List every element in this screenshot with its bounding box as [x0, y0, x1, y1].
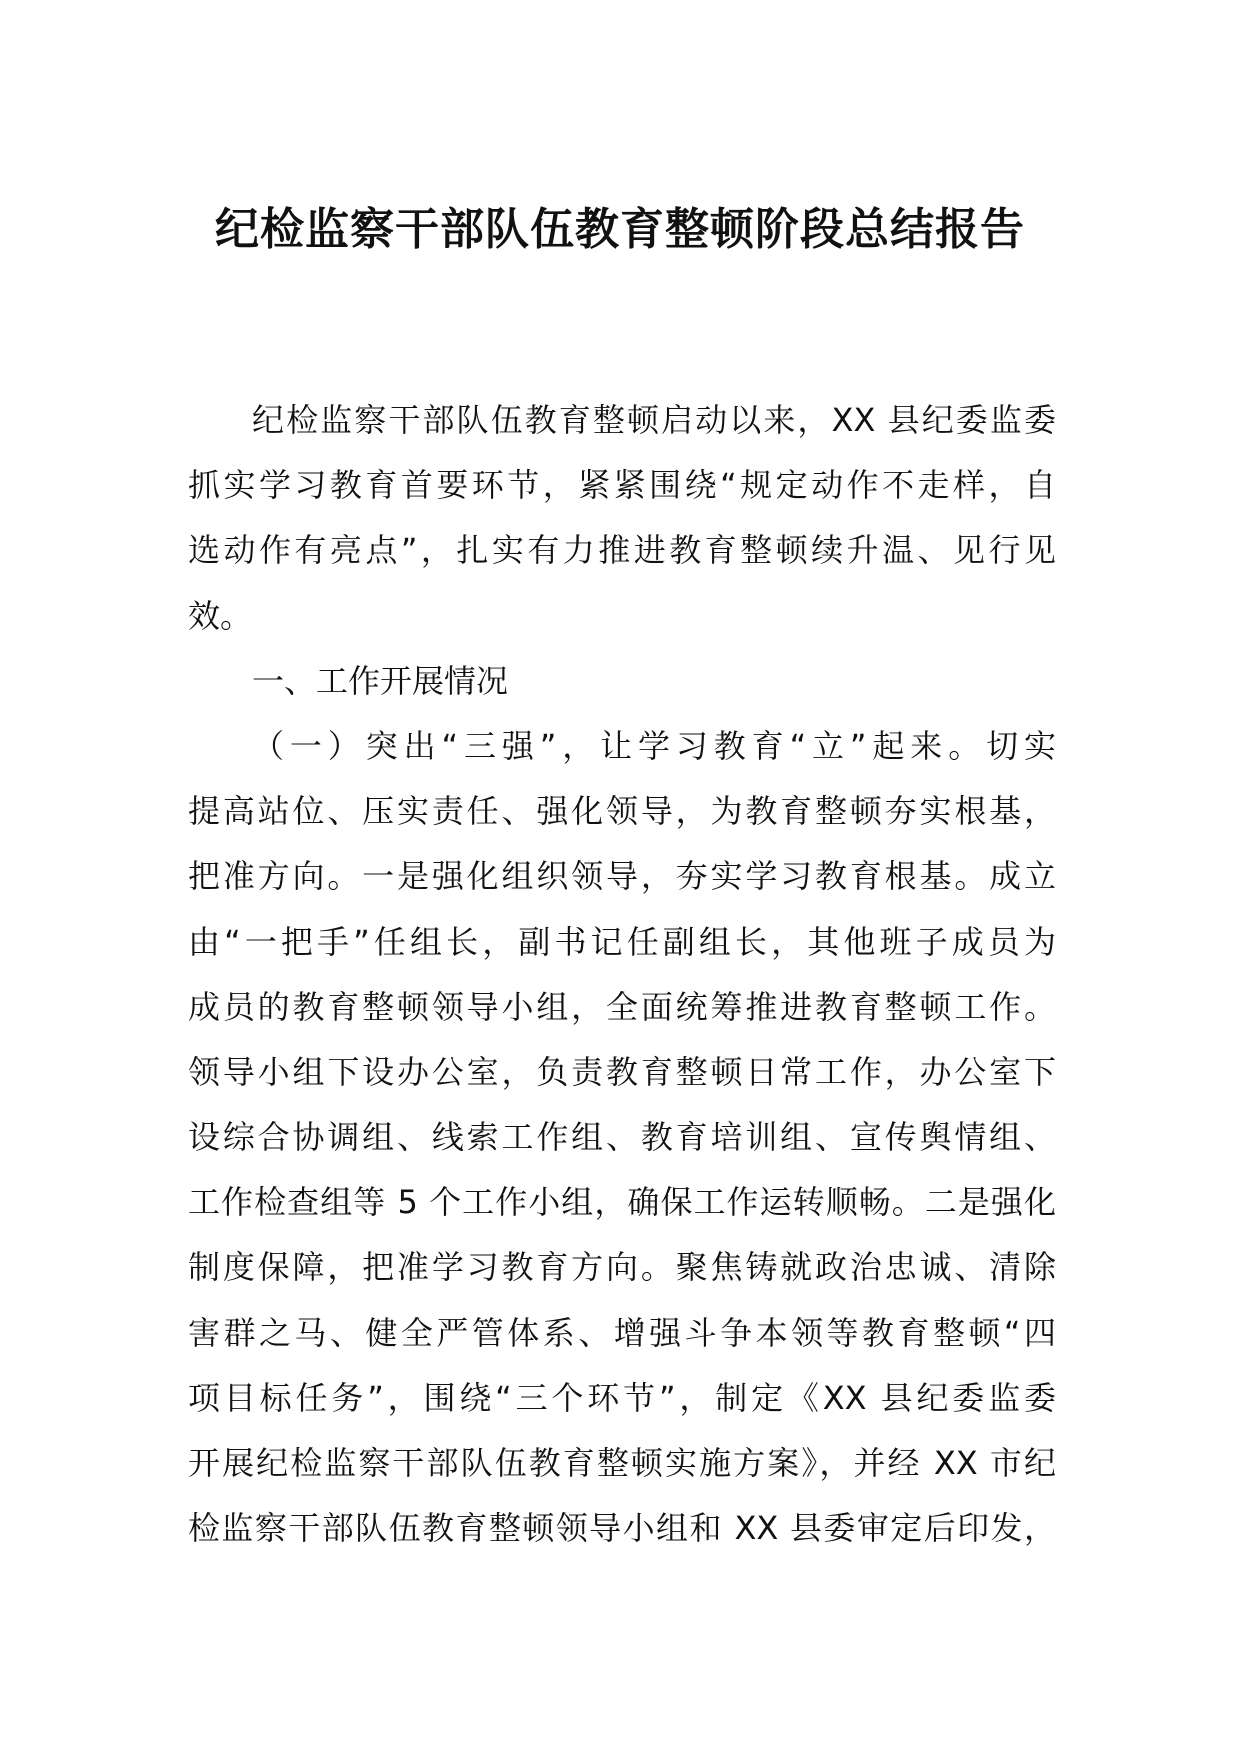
paragraph-line: 害群之马、健全严管体系、增强斗争本领等教育整顿“四: [188, 1313, 1056, 1352]
paragraph-line: 由“一把手”任组长，副书记任副组长，其他班子成员为: [188, 922, 1056, 961]
section-heading: 一、工作开展情况: [252, 661, 509, 700]
document-title: 纪检监察干部队伍教育整顿阶段总结报告: [215, 204, 1025, 255]
paragraph-line: 领导小组下设办公室，负责教育整顿日常工作，办公室下: [188, 1052, 1056, 1091]
paragraph-line: 成员的教育整顿领导小组，全面统筹推进教育整顿工作。: [188, 987, 1056, 1026]
paragraph-line: 把准方向。一是强化组织领导，夯实学习教育根基。成立: [188, 857, 1056, 896]
paragraph-line: 项目标任务”，围绕“三个环节”，制定《XX 县纪委监委: [188, 1378, 1056, 1417]
paragraph-line: 制度保障，把准学习教育方向。聚焦铸就政治忠诚、清除: [188, 1248, 1056, 1287]
paragraph-line: 设综合协调组、线索工作组、教育培训组、宣传舆情组、: [188, 1118, 1056, 1157]
paragraph-line: 检监察干部队伍教育整顿领导小组和 XX 县委审定后印发，: [188, 1509, 1056, 1548]
paragraph-line: 提高站位、压实责任、强化领导，为教育整顿夯实根基，: [188, 792, 1056, 831]
paragraph-line: 抓实学习教育首要环节，紧紧围绕“规定动作不走样，自: [188, 466, 1056, 505]
paragraph-line: 选动作有亮点”，扎实有力推进教育整顿续升温、见行见: [188, 531, 1056, 570]
paragraph-line: 纪检监察干部队伍教育整顿启动以来，XX 县纪委监委: [252, 401, 1056, 439]
paragraph-line: （一）突出“三强”，让学习教育“立”起来。切实: [252, 726, 1056, 765]
document-body: [188, 388, 1056, 1561]
paragraph-line: 工作检查组等 5 个工作小组，确保工作运转顺畅。二是强化: [188, 1183, 1056, 1222]
paragraph-line: 效。: [188, 596, 253, 635]
paragraph-line: 开展纪检监察干部队伍教育整顿实施方案》，并经 XX 市纪: [188, 1444, 1056, 1482]
